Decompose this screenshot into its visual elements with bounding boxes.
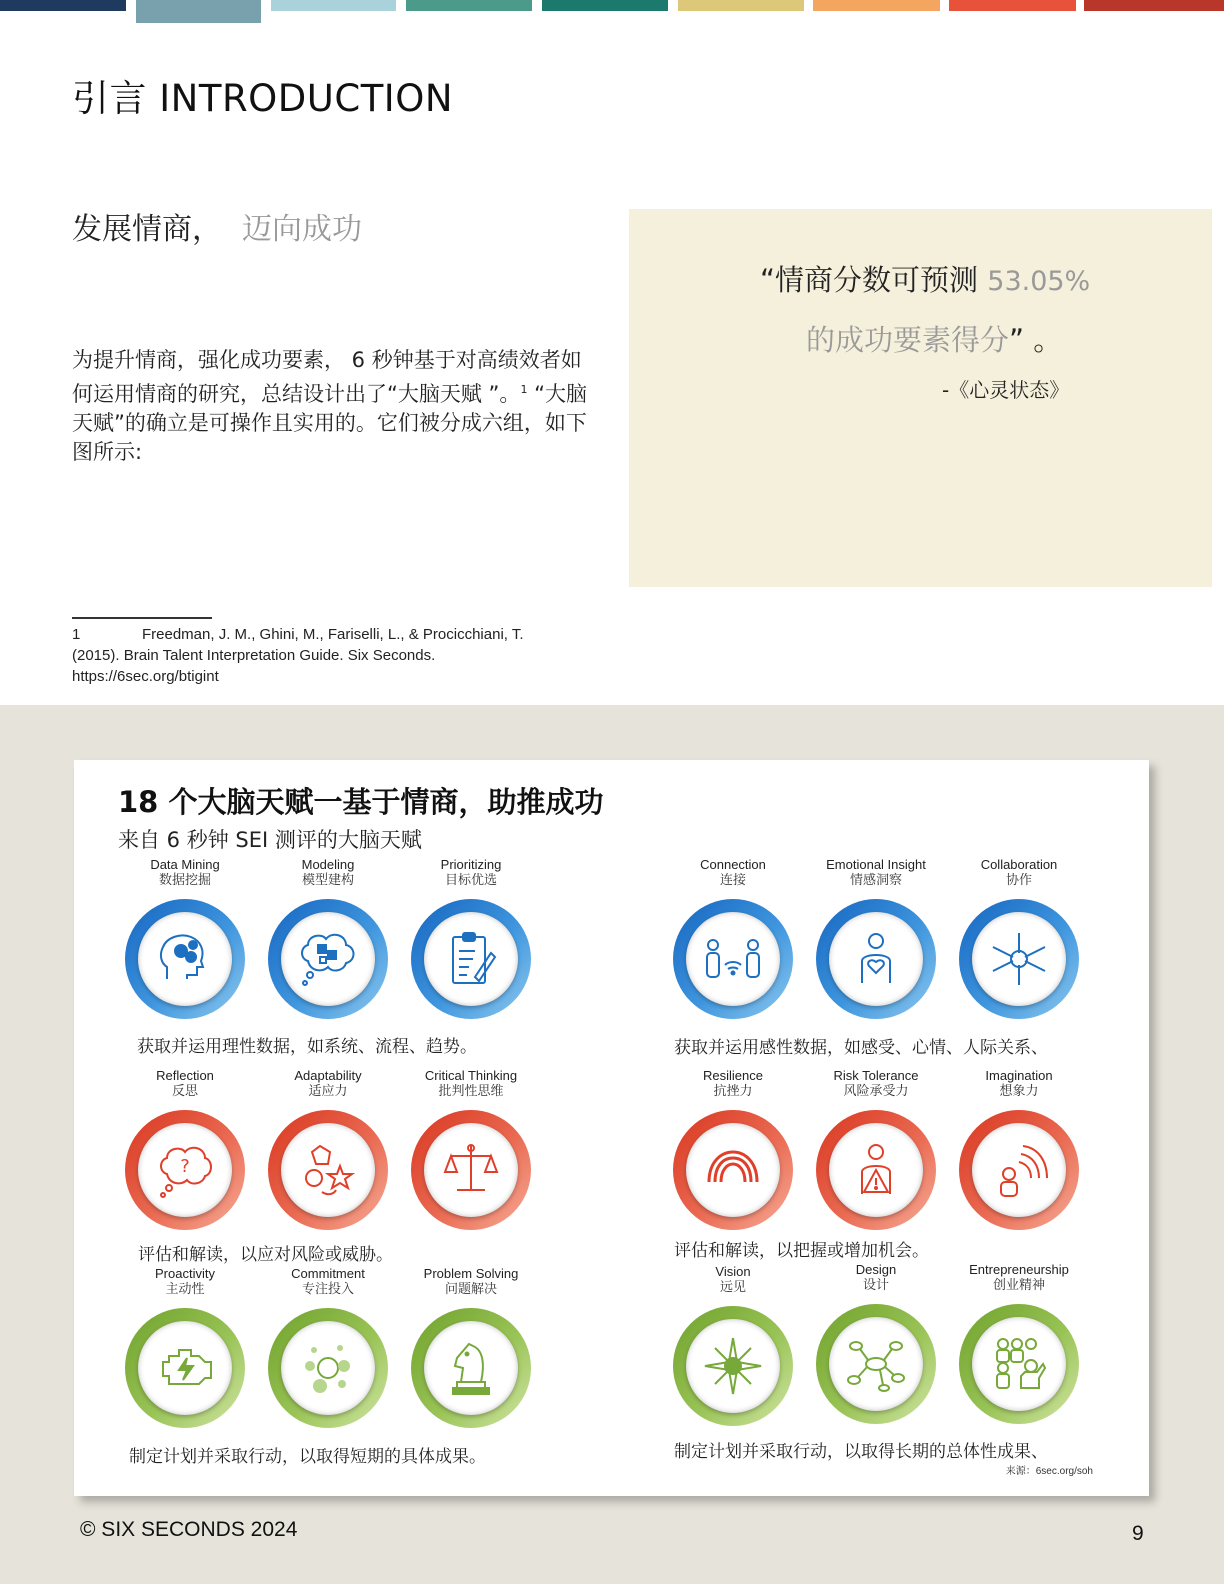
talent-resilience: Resilience 抗挫力 [663, 1068, 803, 1230]
intro-text-2: “大脑天赋”的确立是可操作且实用的。它们被分成六组，如下图所示: [72, 382, 587, 464]
subtitle-main: 发展情商， [72, 212, 222, 247]
person-heart-icon [844, 927, 908, 991]
person-warning-icon [844, 1138, 908, 1202]
talent-vision: Vision 远见 [663, 1264, 803, 1426]
infographic-card [74, 760, 1149, 1496]
quote-line-1 [760, 258, 1090, 299]
chess-knight-icon [439, 1336, 503, 1400]
footer-copyright: © SIX SECONDS 2024 [80, 1518, 298, 1541]
footnote-divider [72, 617, 212, 619]
infographic-subtitle: 来自 6 秒钟 SEI 测评的大脑天赋 [118, 828, 422, 852]
strip-segment-8 [949, 0, 1076, 11]
person-waves-icon [987, 1138, 1051, 1202]
puzzle-thought-icon [296, 927, 360, 991]
strip-segment-2 [136, 0, 261, 23]
page-number: 9 [1132, 1522, 1144, 1545]
talent-risk-tolerance: Risk Tolerance 风险承受力 [806, 1068, 946, 1230]
quote-source: -《心灵状态》 [942, 378, 1070, 402]
infographic-title: 18 个大脑天赋一基于情商，助推成功 [118, 785, 604, 819]
spring-icon [701, 1138, 765, 1202]
clipboard-checklist-icon [439, 927, 503, 991]
quote-text-1: 情商分数可预测 [775, 263, 979, 297]
talent-critical-thinking: Critical Thinking 批判性思维 [401, 1068, 541, 1230]
group-description-rational-data: 获取并运用理性数据，如系统、流程、趋势。 [137, 1037, 477, 1057]
group-description-long-term: 制定计划并采取行动，以取得长期的总体性成果、 [674, 1442, 1048, 1462]
subtitle-accent: 迈向成功 [242, 212, 362, 247]
talent-proactivity: Proactivity 主动性 [115, 1266, 255, 1428]
brain-gears-icon [153, 927, 217, 991]
group-description-opportunity: 评估和解读，以把握或增加机会。 [674, 1241, 929, 1261]
quote-percent: 53.05% [987, 266, 1091, 297]
group-description-emotional-data: 获取并运用感性数据，如感受、心情、人际关系、 [674, 1038, 1048, 1058]
strip-segment-6 [678, 0, 804, 11]
talent-problem-solving: Problem Solving 问题解决 [401, 1266, 541, 1428]
quote-line-2 [806, 318, 1062, 359]
talent-entrepreneurship: Entrepreneurship 创业精神 [949, 1262, 1089, 1424]
quote-close-mark: ” 。 [1009, 323, 1063, 357]
talent-connection: Connection 连接 [663, 857, 803, 1019]
group-description-risk: 评估和解读，以应对风险或威胁。 [138, 1245, 393, 1265]
footnote-text[interactable]: Freedman, J. M., Ghini, M., Fariselli, L., & Procicchiani, T. (2015). Brain Talent Interpretation Guide. Six Seconds. https://6sec.org/btigint [72, 626, 524, 685]
talent-collaboration: Collaboration 协作 [949, 857, 1089, 1019]
quote-open-mark: “ [760, 263, 776, 297]
talent-reflection: Reflection 反思 ? [115, 1068, 255, 1230]
talent-commitment: Commitment 专注投入 [258, 1266, 398, 1428]
question-thought-icon [153, 1138, 217, 1202]
mind-map-icon [844, 1332, 908, 1396]
scales-icon [439, 1138, 503, 1202]
talent-design: Design 设计 [806, 1262, 946, 1424]
talent-modeling: Modeling 模型建构 [258, 857, 398, 1019]
group-description-short-term: 制定计划并采取行动，以取得短期的具体成果。 [129, 1447, 486, 1467]
strip-segment-7 [813, 0, 940, 11]
footnote-reference[interactable]: 1 [520, 383, 528, 396]
strip-segment-5 [542, 0, 668, 11]
strip-segment-9 [1084, 0, 1224, 11]
circles-focus-icon [296, 1336, 360, 1400]
people-connect-icon [701, 927, 765, 991]
strip-segment-1 [0, 0, 126, 11]
infographic-source: 来源：6sec.org/soh [1005, 1466, 1093, 1477]
quote-text-2: 的成功要素得分 [806, 323, 1010, 357]
compass-star-icon [701, 1334, 765, 1398]
joined-hands-icon [987, 927, 1051, 991]
shapes-icon [296, 1138, 360, 1202]
footnote-number: 1 [72, 626, 81, 643]
team-people-icon [987, 1332, 1051, 1396]
talent-adaptability: Adaptability 适应力 [258, 1068, 398, 1230]
talent-emotional-insight: Emotional Insight 情感洞察 [806, 857, 946, 1019]
svg-text:?: ? [180, 1156, 190, 1177]
strip-segment-4 [406, 0, 532, 11]
talent-imagination: Imagination 想象力 [949, 1068, 1089, 1230]
talent-prioritizing: Prioritizing 目标优选 [401, 857, 541, 1019]
talent-data-mining: Data Mining 数据挖掘 [115, 857, 255, 1019]
strip-segment-3 [271, 0, 396, 11]
intro-text-1: 为提升情商，强化成功要素， 6 秒钟基于对高绩效者如何运用情商的研究，总结设计出了“大脑天赋 ”。 [72, 348, 582, 406]
intro-paragraph [72, 346, 592, 467]
engine-icon [153, 1336, 217, 1400]
footnote [72, 624, 572, 687]
page-title: 引言 INTRODUCTION [72, 77, 454, 120]
section-subtitle [72, 204, 362, 248]
